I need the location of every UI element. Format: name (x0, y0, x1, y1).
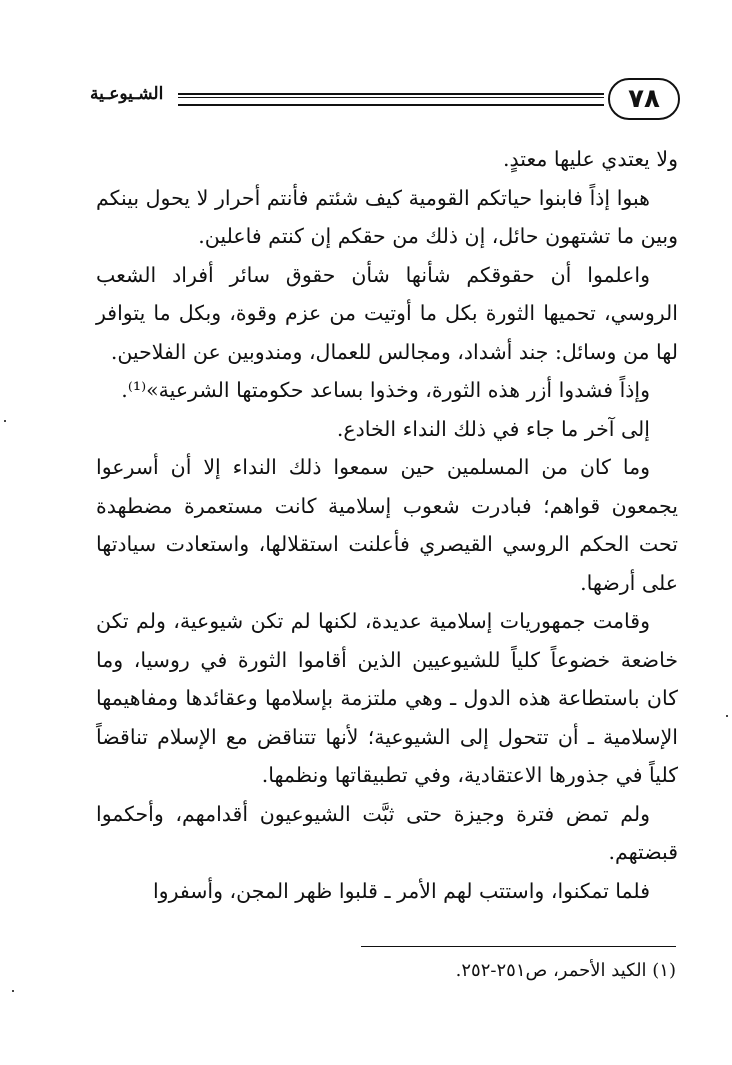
header-rule (178, 93, 604, 106)
page-number: ٧٨ (608, 78, 680, 120)
paragraph: ولا يعتدي عليها معتدٍ. (503, 147, 678, 171)
paragraph: واعلموا أن حقوقكم شأنها شأن حقوق سائر أفراد الشعب الروسي، تحميها الثورة بكل ما أوتيت من عزم وقوة، وبكل ما يتوافر لها من وسائل: جند أشداد، ومجالس للعمال، ومندوبين عن الفلاحين. (96, 262, 678, 364)
paragraph: وما كان من المسلمين حين سمعوا ذلك النداء إلا أن أسرعوا يجمعون قواهم؛ فبادرت شعوب إسلامية كانت مستعمرة مضطهدة تحت الحكم الروسي القيصري فأعلنت استقلالها، واستعادت سيادتها على أرضها. (96, 455, 678, 595)
scan-speck (12, 990, 14, 992)
running-title: الشـيوعـية (90, 84, 164, 104)
page-header (90, 78, 680, 122)
footnote-rule (361, 946, 676, 947)
body-text (96, 140, 678, 910)
footnote: (١) الكيد الأحمر، ص٢٥١-٢٥٢. (455, 960, 676, 981)
paragraph: وقامت جمهوريات إسلامية عديدة، لكنها لم تكن شيوعية، ولم تكن خاضعة خضوعاً كلياً للشيوعيين الذين أقاموا الثورة في روسيا، وما كان باستطاعة هذه الدول ـ وهي ملتزمة بإسلامها وعقائدها ومفاهيمها الإسلامية ـ أن تتحول إلى الشيوعية؛ لأنها تتناقض مع الإسلام تناقضاً كلياً في جذورها الاعتقادية، وفي تطبيقاتها ونظمها. (96, 609, 678, 787)
paragraph: إلى آخر ما جاء في ذلك النداء الخادع. (336, 416, 650, 441)
paragraph: ولم تمض فترة وجيزة حتى ثبَّت الشيوعيون أقدامهم، وأحكموا قبضتهم. (96, 801, 678, 864)
paragraph: فلما تمكنوا، واستتب لهم الأمر ـ قلبوا ظهر المجن، وأسفروا (152, 878, 650, 903)
paragraph: وإذاً فشدوا أزر هذه الثورة، وخذوا بساعد حكومتها الشرعية»⁽¹⁾. (121, 378, 650, 402)
paragraph: هبوا إذاً فابنوا حياتكم القومية كيف شئتم فأنتم أحرار لا يحول بينكم وبين ما تشتهون حائل، إن ذلك من حقكم إن كنتم فاعلين. (96, 185, 678, 248)
scan-speck (726, 715, 728, 717)
scan-speck (4, 420, 6, 422)
